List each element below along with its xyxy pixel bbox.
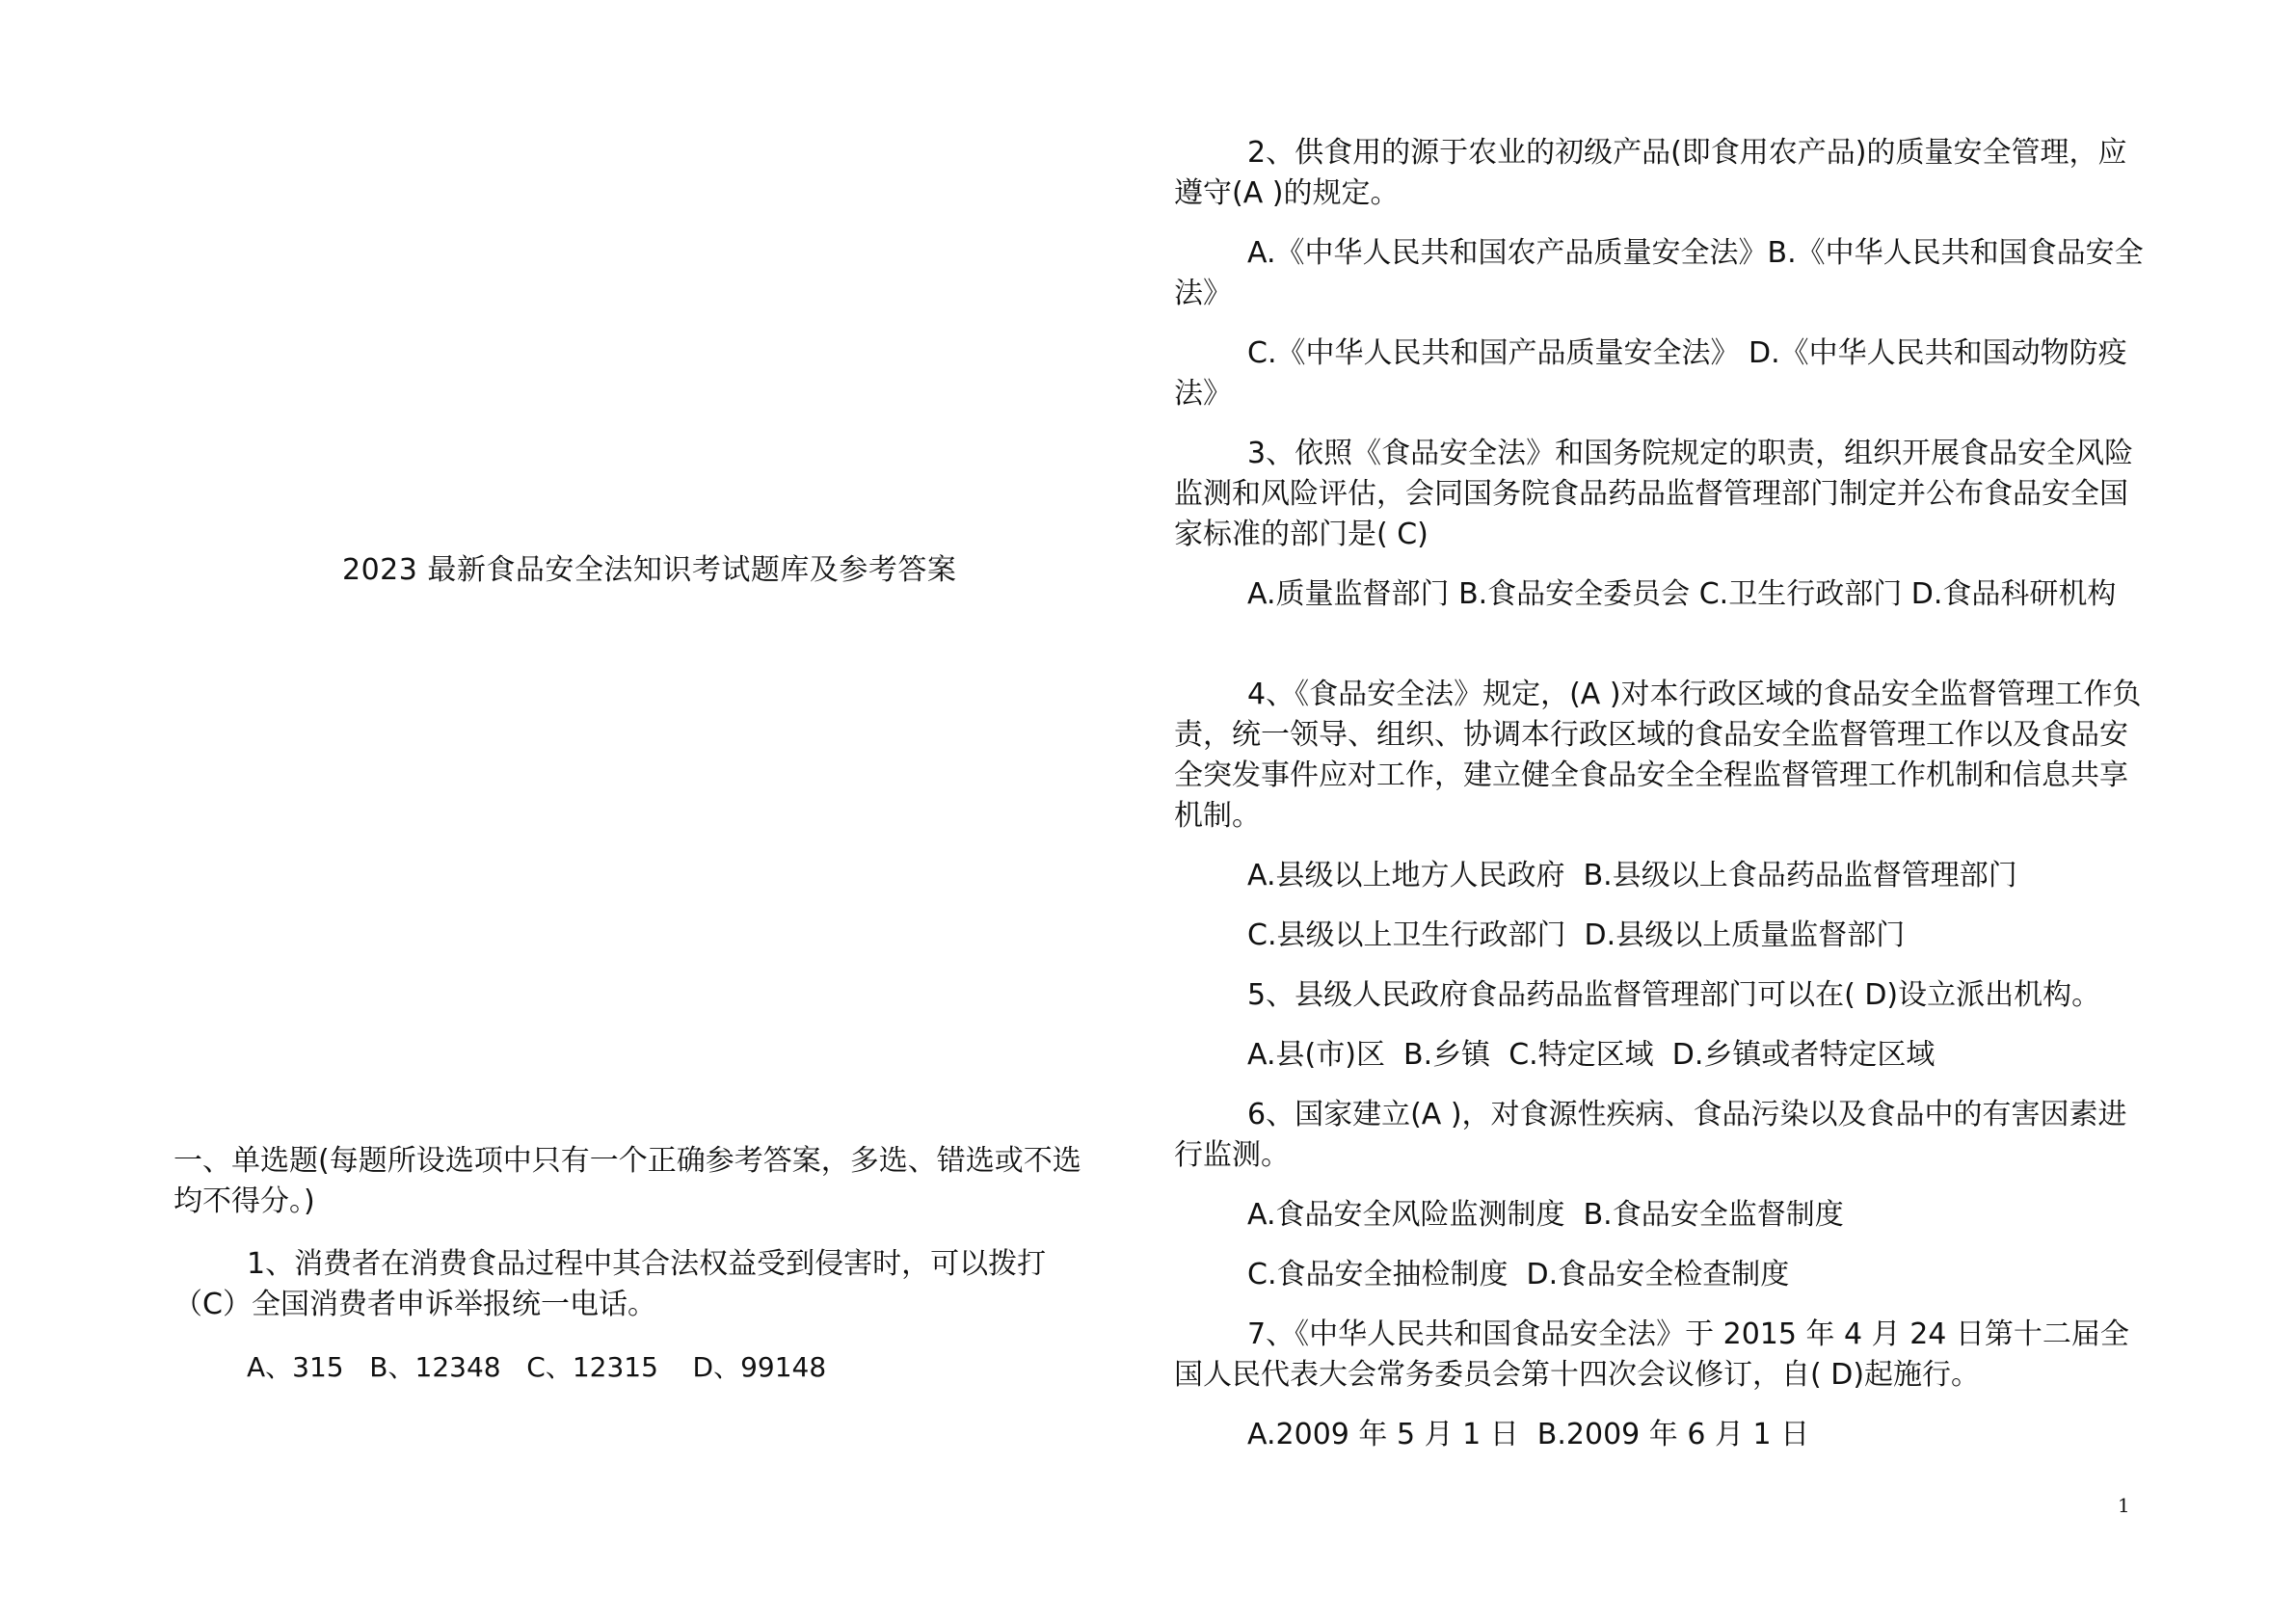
question-7-options: A.2009 年 5 月 1 日 B.2009 年 6 月 1 日 — [1247, 1418, 1810, 1451]
document-title: 2023 最新食品安全法知识考试题库及参考答案 — [342, 553, 957, 587]
question-2-options-line2: C.《中华人民共和国产品质量安全法》 D.《中华人民共和国动物防疫法》 — [1174, 336, 2127, 411]
page-number: 1 — [2118, 1494, 2130, 1517]
question-1-stem: 1、消费者在消费食品过程中其合法权益受到侵害时，可以拨打（C）全国消费者申诉举报统一电话。 — [174, 1247, 1047, 1321]
left-column — [174, 0, 1118, 1623]
question-2-options-line1: A.《中华人民共和国农产品质量安全法》B.《中华人民共和国食品安全法》 — [1174, 236, 2144, 310]
question-5-stem: 5、县级人民政府食品药品监督管理部门可以在( D)设立派出机构。 — [1247, 978, 2101, 1012]
question-4-stem: 4、《食品安全法》规定，(A )对本行政区域的食品安全监督管理工作负责，统一领导、组织、协调本行政区域的食品安全监督管理工作以及食品安全突发事件应对工作，建立健全食品安全全程监督管理工作机制和信息共享机制。 — [1174, 678, 2142, 833]
question-3-options: A.质量监督部门 B.食品安全委员会 C.卫生行政部门 D.食品科研机构 — [1247, 577, 2117, 611]
question-4-options-line2: C.县级以上卫生行政部门 D.县级以上质量监督部门 — [1247, 918, 1906, 952]
question-6-options-line2: C.食品安全抽检制度 D.食品安全检查制度 — [1247, 1258, 1790, 1291]
question-6-options-line1: A.食品安全风险监测制度 B.食品安全监督制度 — [1247, 1198, 1844, 1232]
question-3-stem: 3、依照《食品安全法》和国务院规定的职责，组织开展食品安全风险监测和风险评估，会同国务院食品药品监督管理部门制定并公布食品安全国家标准的部门是( C) — [1174, 437, 2134, 551]
question-7-stem: 7、《中华人民共和国食品安全法》于 2015 年 4 月 24 日第十二届全国人民代表大会常务委员会第十四次会议修订，自( D)起施行。 — [1174, 1317, 2129, 1392]
question-4-options-line1: A.县级以上地方人民政府 B.县级以上食品药品监督管理部门 — [1247, 859, 2017, 892]
right-column — [1174, 0, 2176, 1623]
question-6-stem: 6、国家建立(A )，对食源性疾病、食品污染以及食品中的有害因素进行监测。 — [1174, 1098, 2127, 1172]
question-2-stem: 2、供食用的源于农业的初级产品(即食用农产品)的质量安全管理，应遵守(A )的规定。 — [1174, 136, 2127, 210]
question-5-options: A.县(市)区 B.乡镇 C.特定区域 D.乡镇或者特定区域 — [1247, 1038, 1936, 1072]
section-heading-single-choice: 一、单选题(每题所设选项中只有一个正确参考答案，多选、错选或不选均不得分。) — [174, 1144, 1081, 1218]
question-1-options: A、315 B、12348 C、12315 D、99148 — [247, 1351, 827, 1383]
